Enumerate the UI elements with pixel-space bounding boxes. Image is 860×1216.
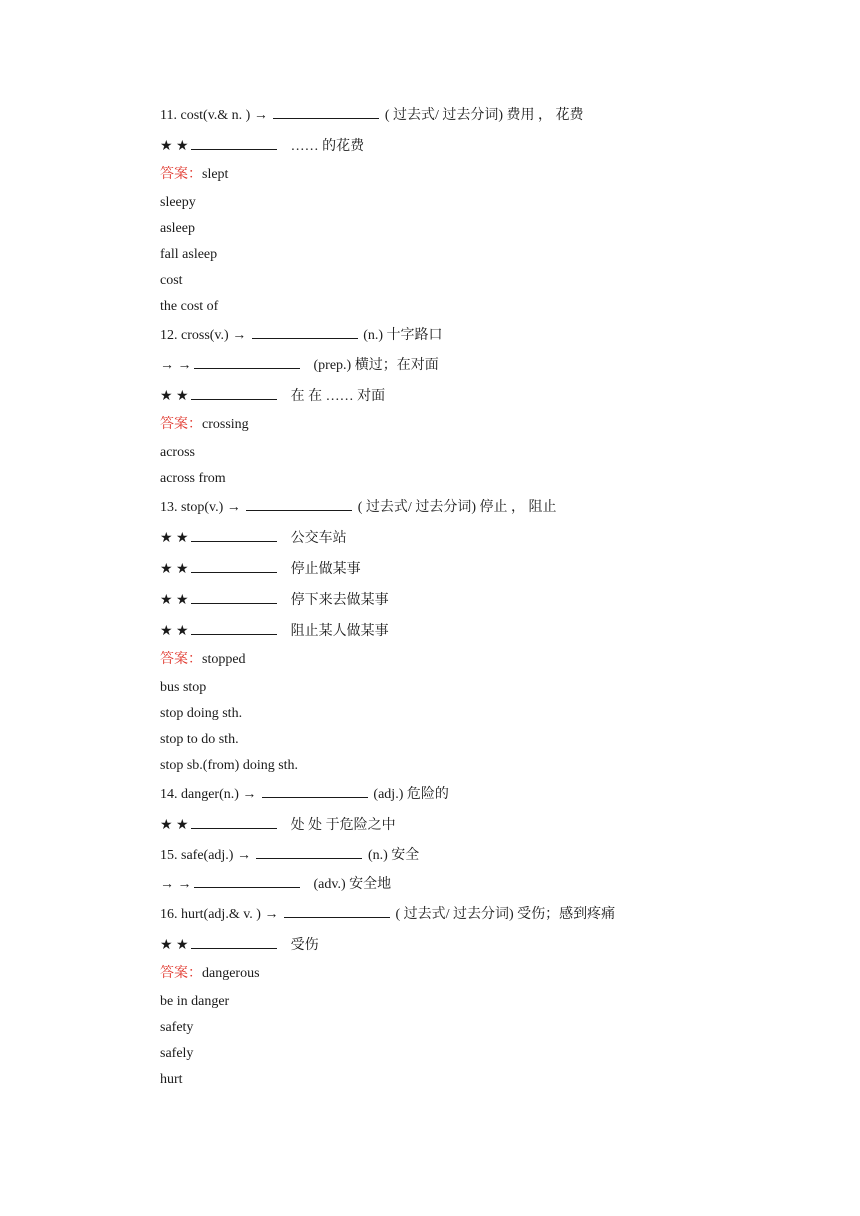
phrase-meaning: 阻止某人做某事: [290, 624, 389, 639]
answer-line: [160, 166, 228, 184]
question-hint: ( 过去式/ 过去分词) 受伤；感到疼痛: [395, 907, 616, 922]
answer-blank[interactable]: [191, 935, 277, 949]
question-16-phrase: [160, 935, 319, 955]
question-stem: 15. safe(adj.) →: [160, 848, 251, 863]
question-hint: (prep.) 横过；在对面: [313, 358, 439, 373]
answer-label: 答案：: [160, 417, 202, 432]
answer-label: 答案：: [160, 652, 202, 667]
question-hint: (adj.) 危险的: [373, 787, 449, 802]
answer-blank[interactable]: [191, 136, 277, 150]
answer-item: across: [160, 445, 195, 460]
answer-blank[interactable]: [191, 386, 277, 400]
answer-item: cost: [160, 273, 183, 288]
answer-item: asleep: [160, 221, 195, 236]
answer-blank[interactable]: [191, 621, 277, 635]
answer-line: [160, 651, 246, 669]
question-hint: ( 过去式/ 过去分词) 停止 ， 阻止: [357, 500, 557, 515]
phrase-meaning: 在 在 …… 对面: [290, 389, 386, 404]
answer-text: crossing: [202, 417, 249, 432]
answer-blank[interactable]: [252, 325, 358, 339]
question-stem: 16. hurt(adj.& v. ) →: [160, 907, 279, 922]
answer-blank[interactable]: [191, 559, 277, 573]
phrase-meaning: …… 的花费: [290, 139, 365, 154]
question-stem: 11. cost(v.& n. ) →: [160, 108, 268, 123]
question-14-phrase: [160, 815, 396, 835]
answer-item: fall asleep: [160, 247, 218, 262]
question-13-phrase: [160, 559, 361, 579]
star-marker: ★ ★: [160, 531, 189, 546]
answer-item: be in danger: [160, 994, 230, 1009]
answer-item: stop to do sth.: [160, 732, 239, 747]
question-stem: 12. cross(v.) →: [160, 328, 247, 343]
answer-text: slept: [202, 167, 229, 182]
answer-item: safety: [160, 1020, 194, 1035]
question-14: [160, 784, 449, 804]
star-marker: ★ ★: [160, 624, 189, 639]
star-marker: ★ ★: [160, 818, 189, 833]
answer-label: 答案：: [160, 966, 202, 981]
phrase-meaning: 停下来去做某事: [290, 593, 389, 608]
question-11-phrase: [160, 136, 364, 156]
question-hint: (n.) 十字路口: [363, 328, 443, 343]
answer-item: across from: [160, 471, 226, 486]
question-16: [160, 904, 615, 924]
answer-blank[interactable]: [194, 355, 300, 369]
star-marker: ★ ★: [160, 593, 189, 608]
phrase-meaning: 公交车站: [290, 531, 347, 546]
answer-text: stopped: [202, 652, 246, 667]
answer-blank[interactable]: [256, 845, 362, 859]
answer-text: dangerous: [202, 966, 260, 981]
phrase-meaning: 受伤: [290, 938, 319, 953]
arrow-marker: → →: [160, 358, 192, 373]
star-marker: ★ ★: [160, 389, 189, 404]
answer-blank[interactable]: [284, 904, 390, 918]
answer-item: bus stop: [160, 680, 207, 695]
question-15: [160, 845, 419, 865]
question-13-phrase: [160, 590, 389, 610]
question-13-phrase: [160, 528, 347, 548]
star-marker: ★ ★: [160, 938, 189, 953]
answer-item: sleepy: [160, 195, 196, 210]
phrase-meaning: 停止做某事: [290, 562, 361, 577]
answer-line: [160, 965, 260, 983]
question-15-derivative: [160, 874, 391, 894]
document-page: [160, 0, 800, 1216]
question-11: [160, 105, 584, 125]
question-12-phrase: [160, 386, 385, 406]
answer-item: stop sb.(from) doing sth.: [160, 758, 299, 773]
question-hint: ( 过去式/ 过去分词) 费用 ， 花费: [384, 108, 584, 123]
question-13: [160, 497, 556, 517]
answer-item: stop doing sth.: [160, 706, 243, 721]
answer-blank[interactable]: [273, 105, 379, 119]
answer-item: the cost of: [160, 299, 219, 314]
answer-item: hurt: [160, 1072, 183, 1087]
question-12-derivative: [160, 355, 439, 375]
answer-line: [160, 416, 249, 434]
answer-blank[interactable]: [191, 590, 277, 604]
question-12: [160, 325, 443, 345]
star-marker: ★ ★: [160, 562, 189, 577]
question-stem: 14. danger(n.) →: [160, 787, 257, 802]
answer-label: 答案：: [160, 167, 202, 182]
question-hint: (n.) 安全: [367, 848, 420, 863]
answer-blank[interactable]: [246, 497, 352, 511]
answer-blank[interactable]: [191, 528, 277, 542]
star-marker: ★ ★: [160, 139, 189, 154]
answer-blank[interactable]: [191, 815, 277, 829]
question-hint: (adv.) 安全地: [313, 877, 392, 892]
arrow-marker: → →: [160, 877, 192, 892]
question-13-phrase: [160, 621, 389, 641]
question-stem: 13. stop(v.) →: [160, 500, 241, 515]
answer-item: safely: [160, 1046, 194, 1061]
phrase-meaning: 处 处 于危险之中: [290, 818, 396, 833]
answer-blank[interactable]: [262, 784, 368, 798]
answer-blank[interactable]: [194, 874, 300, 888]
